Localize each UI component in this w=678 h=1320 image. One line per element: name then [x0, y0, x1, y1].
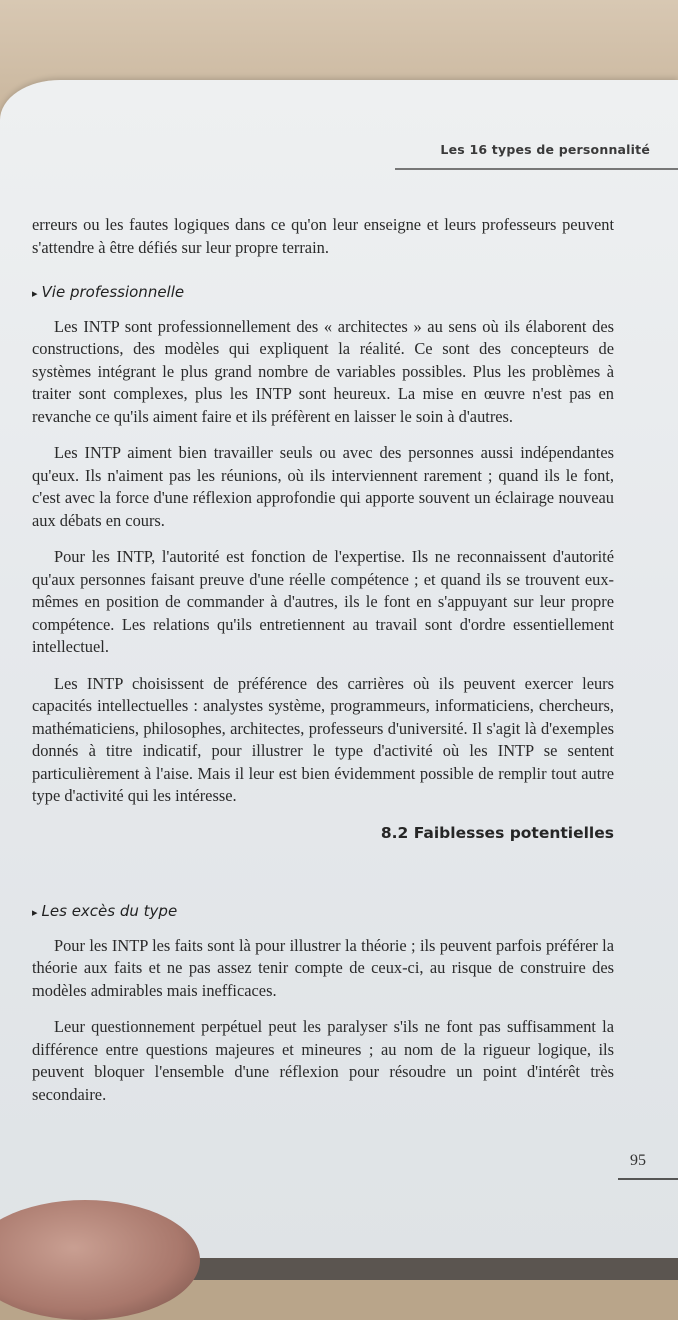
header-rule — [395, 168, 678, 170]
paragraph: Les INTP sont professionnellement des « architectes » au sens où ils élaborent des constructions, des modèles qui expliquent la réalité. Ce sont des concepteurs de systèmes intégrant le plus grand nombre de variables possibles. Plus les problèmes à traiter sont complexes, plus les INTP sont heureux. La mise en œuvre n'est pas en revanche ce qu'ils aiment faire et ils préfèrent en laisser le soin à d'autres. — [32, 316, 614, 426]
page-number: 95 — [630, 1152, 646, 1169]
book-page — [0, 80, 678, 1260]
triangle-bullet-icon: ▸ — [32, 906, 38, 919]
triangle-bullet-icon: ▸ — [32, 287, 38, 300]
paragraph: Pour les INTP, l'autorité est fonction de l'expertise. Ils ne reconnaissent d'autorité qu'aux personnes faisant preuve d'une réelle compétence ; et quand ils se trouvent eux-mêmes en position de commander à d'autres, ils le font en s'appuyant sur leur propre compétence. Les relations qu'ils entretiennent au travail sont d'ordre essentiellement intellectuel. — [32, 547, 614, 656]
paragraph: Leur questionnement perpétuel peut les paralyser s'ils ne font pas suffisamment la différence entre questions majeures et mineures ; au nom de la rigueur logique, ils peuvent bloquer l'ensemble d'une réflexion pour résoudre un point d'intérêt très secondaire. — [32, 1017, 614, 1104]
page-content — [32, 214, 614, 1120]
paragraph: Les INTP choisissent de préférence des carrières où ils peuvent exercer leurs capacités intellectuelles : analystes système, programmeurs, informaticiens, chercheurs, mathématiciens, philosophes, architectes, professeurs d'université. Il s'agit là d'exemples donnés à titre indicatif, pour illustrer le type d'activité où les INTP se sentent particulièrement à l'aise. Mais il leur est bien évidemment possible de remplir tout autre type d'activité qui les intéresse. — [32, 673, 614, 805]
subheading-exces-du-type — [32, 900, 614, 925]
paragraph: Les INTP aiment bien travailler seuls ou avec des personnes aussi indépendantes qu'eux. Ils n'aiment pas les réunions, où ils interviennent rarement ; quand ils le font, c'est avec la force d'une réflexion approfondie qui apporte souvent un éclairage nouveau aux débats en cours. — [32, 443, 614, 530]
subheading-label: Les excès du type — [41, 902, 178, 920]
running-head: Les 16 types de personnalité — [440, 142, 650, 157]
subheading-label: Vie professionnelle — [41, 283, 185, 301]
paragraph: Pour les INTP les faits sont là pour illustrer la théorie ; ils peuvent parfois préférer la théorie aux faits et ne pas assez tenir compte de ceux-ci, au risque de construire des modèles admirables mais inefficaces. — [32, 935, 614, 1000]
table-edge — [160, 1258, 678, 1280]
footer-rule — [618, 1178, 678, 1180]
subheading-vie-professionnelle — [32, 281, 614, 306]
intro-paragraph: erreurs ou les fautes logiques dans ce qu'on leur enseigne et leurs professeurs peuvent s'attendre à être défiés sur leur propre terrain. — [32, 215, 614, 257]
section-title: 8.2 Faiblesses potentielles — [380, 823, 614, 842]
